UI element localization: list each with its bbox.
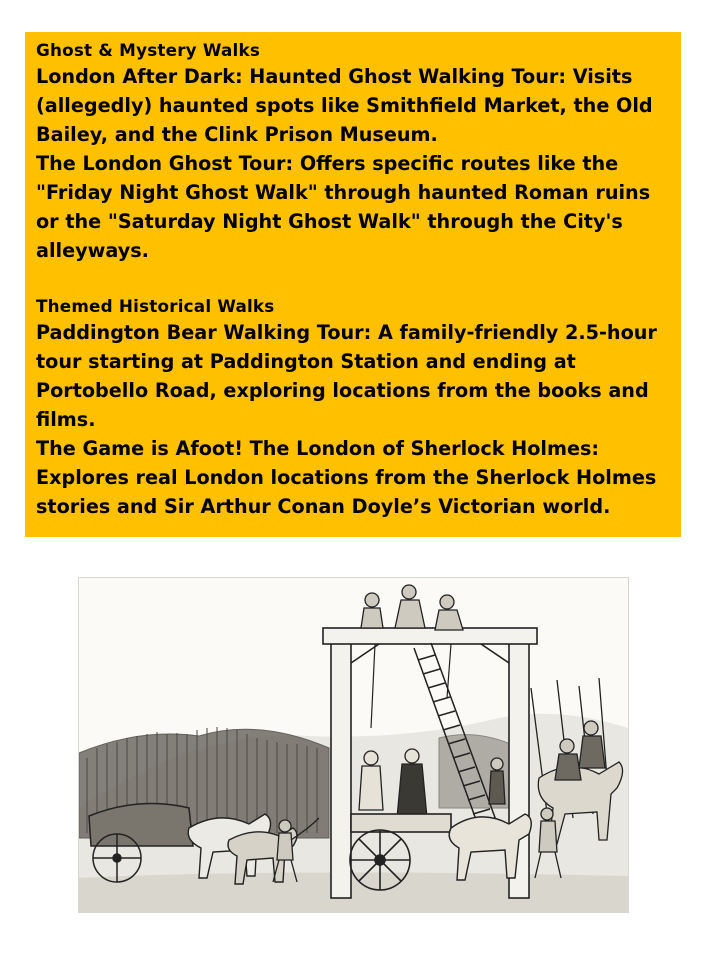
historical-tour-item-2: The Game is Afoot! The London of Sherlock Holmes: Explores real London locations from the Sherlock Holmes stories and Sir Arthur Conan Doyle’s Victorian world.: [36, 437, 657, 518]
ghost-tour-item-2: The London Ghost Tour: Offers specific routes like the "Friday Night Ghost Walk" through haunted Roman ruins or the "Saturday Night Ghost Walk" through the City's alleyways.: [36, 152, 651, 262]
section-spacer: [36, 265, 671, 294]
ghost-section-heading: Ghost & Mystery Walks: [36, 40, 261, 60]
historical-section-heading: Themed Historical Walks: [36, 296, 275, 316]
engraving-drawing: [79, 578, 628, 912]
tour-info-panel: [25, 32, 681, 537]
ghost-tour-item-1: London After Dark: Haunted Ghost Walking Tour: Visits (allegedly) haunted spots like Smithfield Market, the Old Bailey, and the Clink Prison Museum.: [36, 65, 653, 146]
historical-tour-item-1: Paddington Bear Walking Tour: A family-friendly 2.5-hour tour starting at Paddington Station and ending at Portobello Road, exploring locations from the books and films.: [36, 321, 657, 431]
gallows-engraving-illustration: [78, 577, 629, 913]
